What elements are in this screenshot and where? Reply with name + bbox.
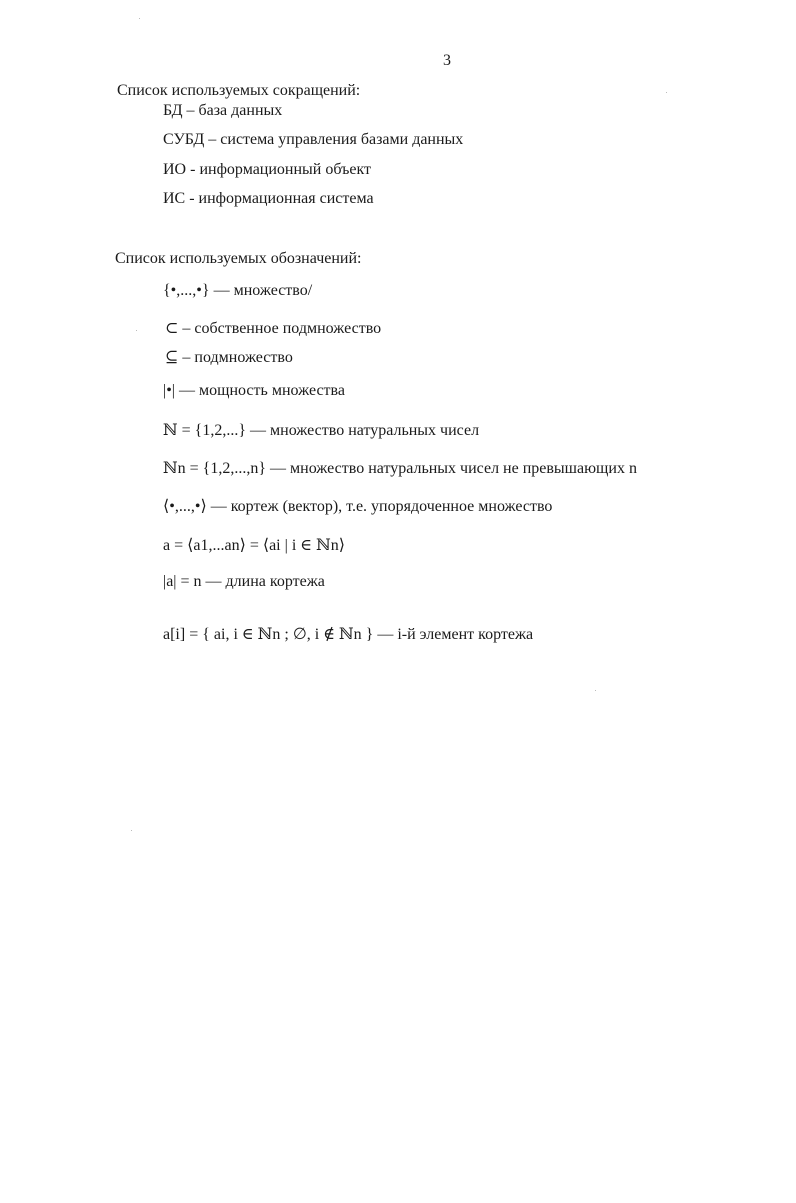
notation-tuple-length: [163, 573, 325, 591]
notation-text: – собственное подмножество: [182, 320, 382, 337]
notation-cardinality: [163, 382, 345, 400]
notation-symbol: ⟨•,...,•⟩: [163, 498, 207, 515]
scan-speck: [136, 330, 137, 331]
notation-text: — множество натуральных чисел: [250, 422, 480, 439]
scan-speck: [666, 92, 667, 93]
scan-speck: [131, 830, 132, 831]
abbreviation-item: ИС - информационная система: [163, 190, 374, 207]
page-number: 3: [443, 52, 451, 69]
notation-symbol: ℕ = {1,2,...}: [163, 422, 247, 439]
notation-text: — мощность множества: [179, 382, 345, 399]
notation-symbol: a[i] = { ai, i ∈ ℕn ; ∅, i ∉ ℕn }: [163, 626, 374, 643]
scan-speck: [139, 18, 140, 19]
notation-proper-subset: [165, 318, 381, 338]
notation-vector-definition: [163, 535, 345, 555]
notation-text: — кортеж (вектор), т.е. упорядоченное множество: [210, 498, 553, 515]
scan-speck: [595, 690, 596, 691]
notation-naturals: [163, 420, 479, 440]
notation-text: — множество натуральных чисел не превышающих n: [270, 460, 637, 477]
notation-text: — i-й элемент кортежа: [377, 626, 534, 643]
abbreviation-item: СУБД – система управления базами данных: [163, 131, 464, 148]
notation-text: — длина кортежа: [205, 573, 325, 590]
notation-symbol: ℕn = {1,2,...,n}: [163, 460, 267, 477]
notation-subset: [165, 347, 293, 367]
notation-tuple: [163, 496, 552, 516]
abbreviation-item: БД – база данных: [163, 102, 283, 119]
notation-symbol: |•|: [163, 382, 176, 399]
notation-symbol: ⊂: [165, 320, 179, 337]
notation-symbol: {•,...,•}: [163, 282, 210, 299]
notation-symbol: ⊆: [165, 349, 179, 366]
notation-symbol: |a| = n: [163, 573, 202, 590]
abbreviations-heading: Список используемых сокращений:: [117, 82, 361, 99]
notation-text: — множество/: [213, 282, 313, 299]
notation-text: – подмножество: [182, 349, 293, 366]
notation-tuple-element: [163, 624, 533, 644]
abbreviation-item: ИО - информационный объект: [163, 161, 372, 178]
notation-naturals-n: [163, 458, 637, 478]
notations-heading: Список используемых обозначений:: [115, 250, 362, 267]
notation-symbol: a = ⟨a1,...an⟩ = ⟨ai | i ∈ ℕn⟩: [163, 537, 345, 554]
notation-set: [163, 282, 312, 300]
